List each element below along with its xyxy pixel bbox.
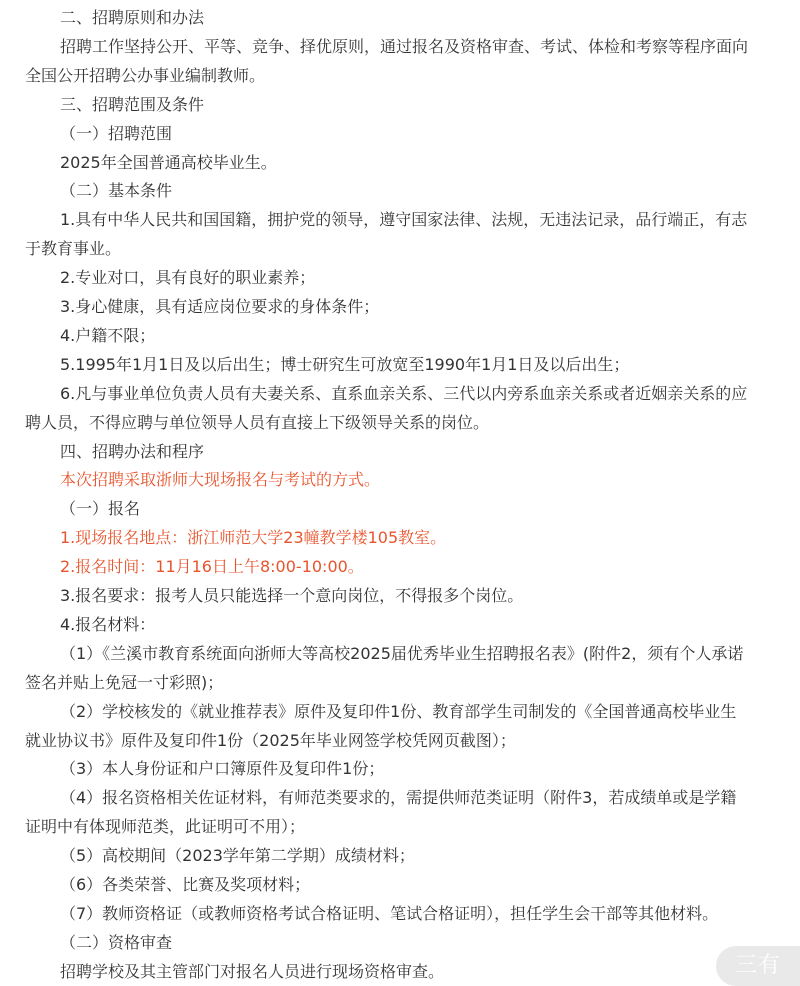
material-item: （2）学校核发的《就业推荐表》原件及复印件1份、教育部学生司制发的《全国普通高校毕业生 xyxy=(60,701,737,721)
material-item: （6）各类荣誉、比赛及奖项材料； xyxy=(60,875,311,894)
highlight-line: 本次招聘采取浙师大现场报名与考试的方式。 xyxy=(60,470,381,490)
condition-item: 3.身心健康，具有适应岗位要求的身体条件； xyxy=(60,297,380,316)
paragraph-line: 招聘工作坚持公开、平等、竞争、择优原则，通过报名及资格审查、考试、体检和考察等程序面向 xyxy=(60,36,749,56)
paragraph-line: 招聘学校及其主管部门对报名人员进行现场资格审查。 xyxy=(60,961,445,981)
material-item: （1）《兰溪市教育系统面向浙师大等高校2025届优秀毕业生招聘报名表》(附件2，须有个人承诺 xyxy=(60,643,744,663)
menu-icon: 三有 xyxy=(734,953,781,978)
paragraph-line: 于教育事业。 xyxy=(25,239,122,259)
subsection-heading: （一）报名 xyxy=(60,499,141,519)
paragraph-line: 聘人员，不得应聘与单位领导人员有直接上下级领导关系的岗位。 xyxy=(25,412,490,432)
material-item: （3）本人身份证和户口簿原件及复印件1份； xyxy=(60,759,385,779)
material-item: （5）高校期间（2023学年第二学期）成绩材料； xyxy=(60,846,415,866)
section-heading: 二、招聘原则和办法 xyxy=(60,8,205,27)
material-item: （7）教师资格证（或教师资格考试合格证明、笔试合格证明），担任学生会干部等其他材料。 xyxy=(60,903,719,923)
material-item: （4）报名资格相关佐证材料，有师范类要求的，需提供师范类证明（附件3，若成绩单或是学籍 xyxy=(60,788,737,808)
subsection-heading: （二）资格审查 xyxy=(60,932,173,952)
condition-item: 5.1995年1月1日及以后出生；博士研究生可放宽至1990年1月1日及以后出生； xyxy=(60,354,630,374)
subsection-heading: （二）基本条件 xyxy=(60,181,173,201)
registration-requirement: 3.报名要求：报考人员只能选择一个意向岗位，不得报多个岗位。 xyxy=(60,586,524,605)
condition-item: 2.专业对口，具有良好的职业素养； xyxy=(60,268,316,288)
paragraph-line: 就业协议书》原件及复印件1份（2025年毕业网签学校凭网页截图）； xyxy=(25,730,516,750)
subsection-heading: （一）招聘范围 xyxy=(60,123,173,143)
paragraph-line: 证明中有体现师范类，此证明可不用）； xyxy=(25,817,306,837)
paragraph-line: 签名并贴上免冠一寸彩照)； xyxy=(25,672,224,692)
paragraph-line: 全国公开招聘公办事业编制教师。 xyxy=(25,65,266,85)
condition-item: 1.具有中华人民共和国国籍，拥护党的领导，遵守国家法律、法规，无违法记录，品行端正，有志 xyxy=(60,210,748,230)
materials-heading: 4.报名材料： xyxy=(60,614,156,634)
section-heading: 三、招聘范围及条件 xyxy=(60,94,205,114)
condition-item: 4.户籍不限； xyxy=(60,325,156,345)
floating-menu-button[interactable] xyxy=(716,946,800,986)
condition-item: 6.凡与事业单位负责人员有夫妻关系、直系血亲关系、三代以内旁系血亲关系或者近姻亲关系的应 xyxy=(60,383,748,403)
registration-time: 2.报名时间：11月16日上午8:00-10:00。 xyxy=(60,557,364,577)
registration-location: 1.现场报名地点：浙江师范大学23幢教学楼105教室。 xyxy=(60,528,447,548)
section-heading: 四、招聘办法和程序 xyxy=(60,441,205,461)
paragraph-line: 2025年全国普通高校毕业生。 xyxy=(60,152,277,172)
